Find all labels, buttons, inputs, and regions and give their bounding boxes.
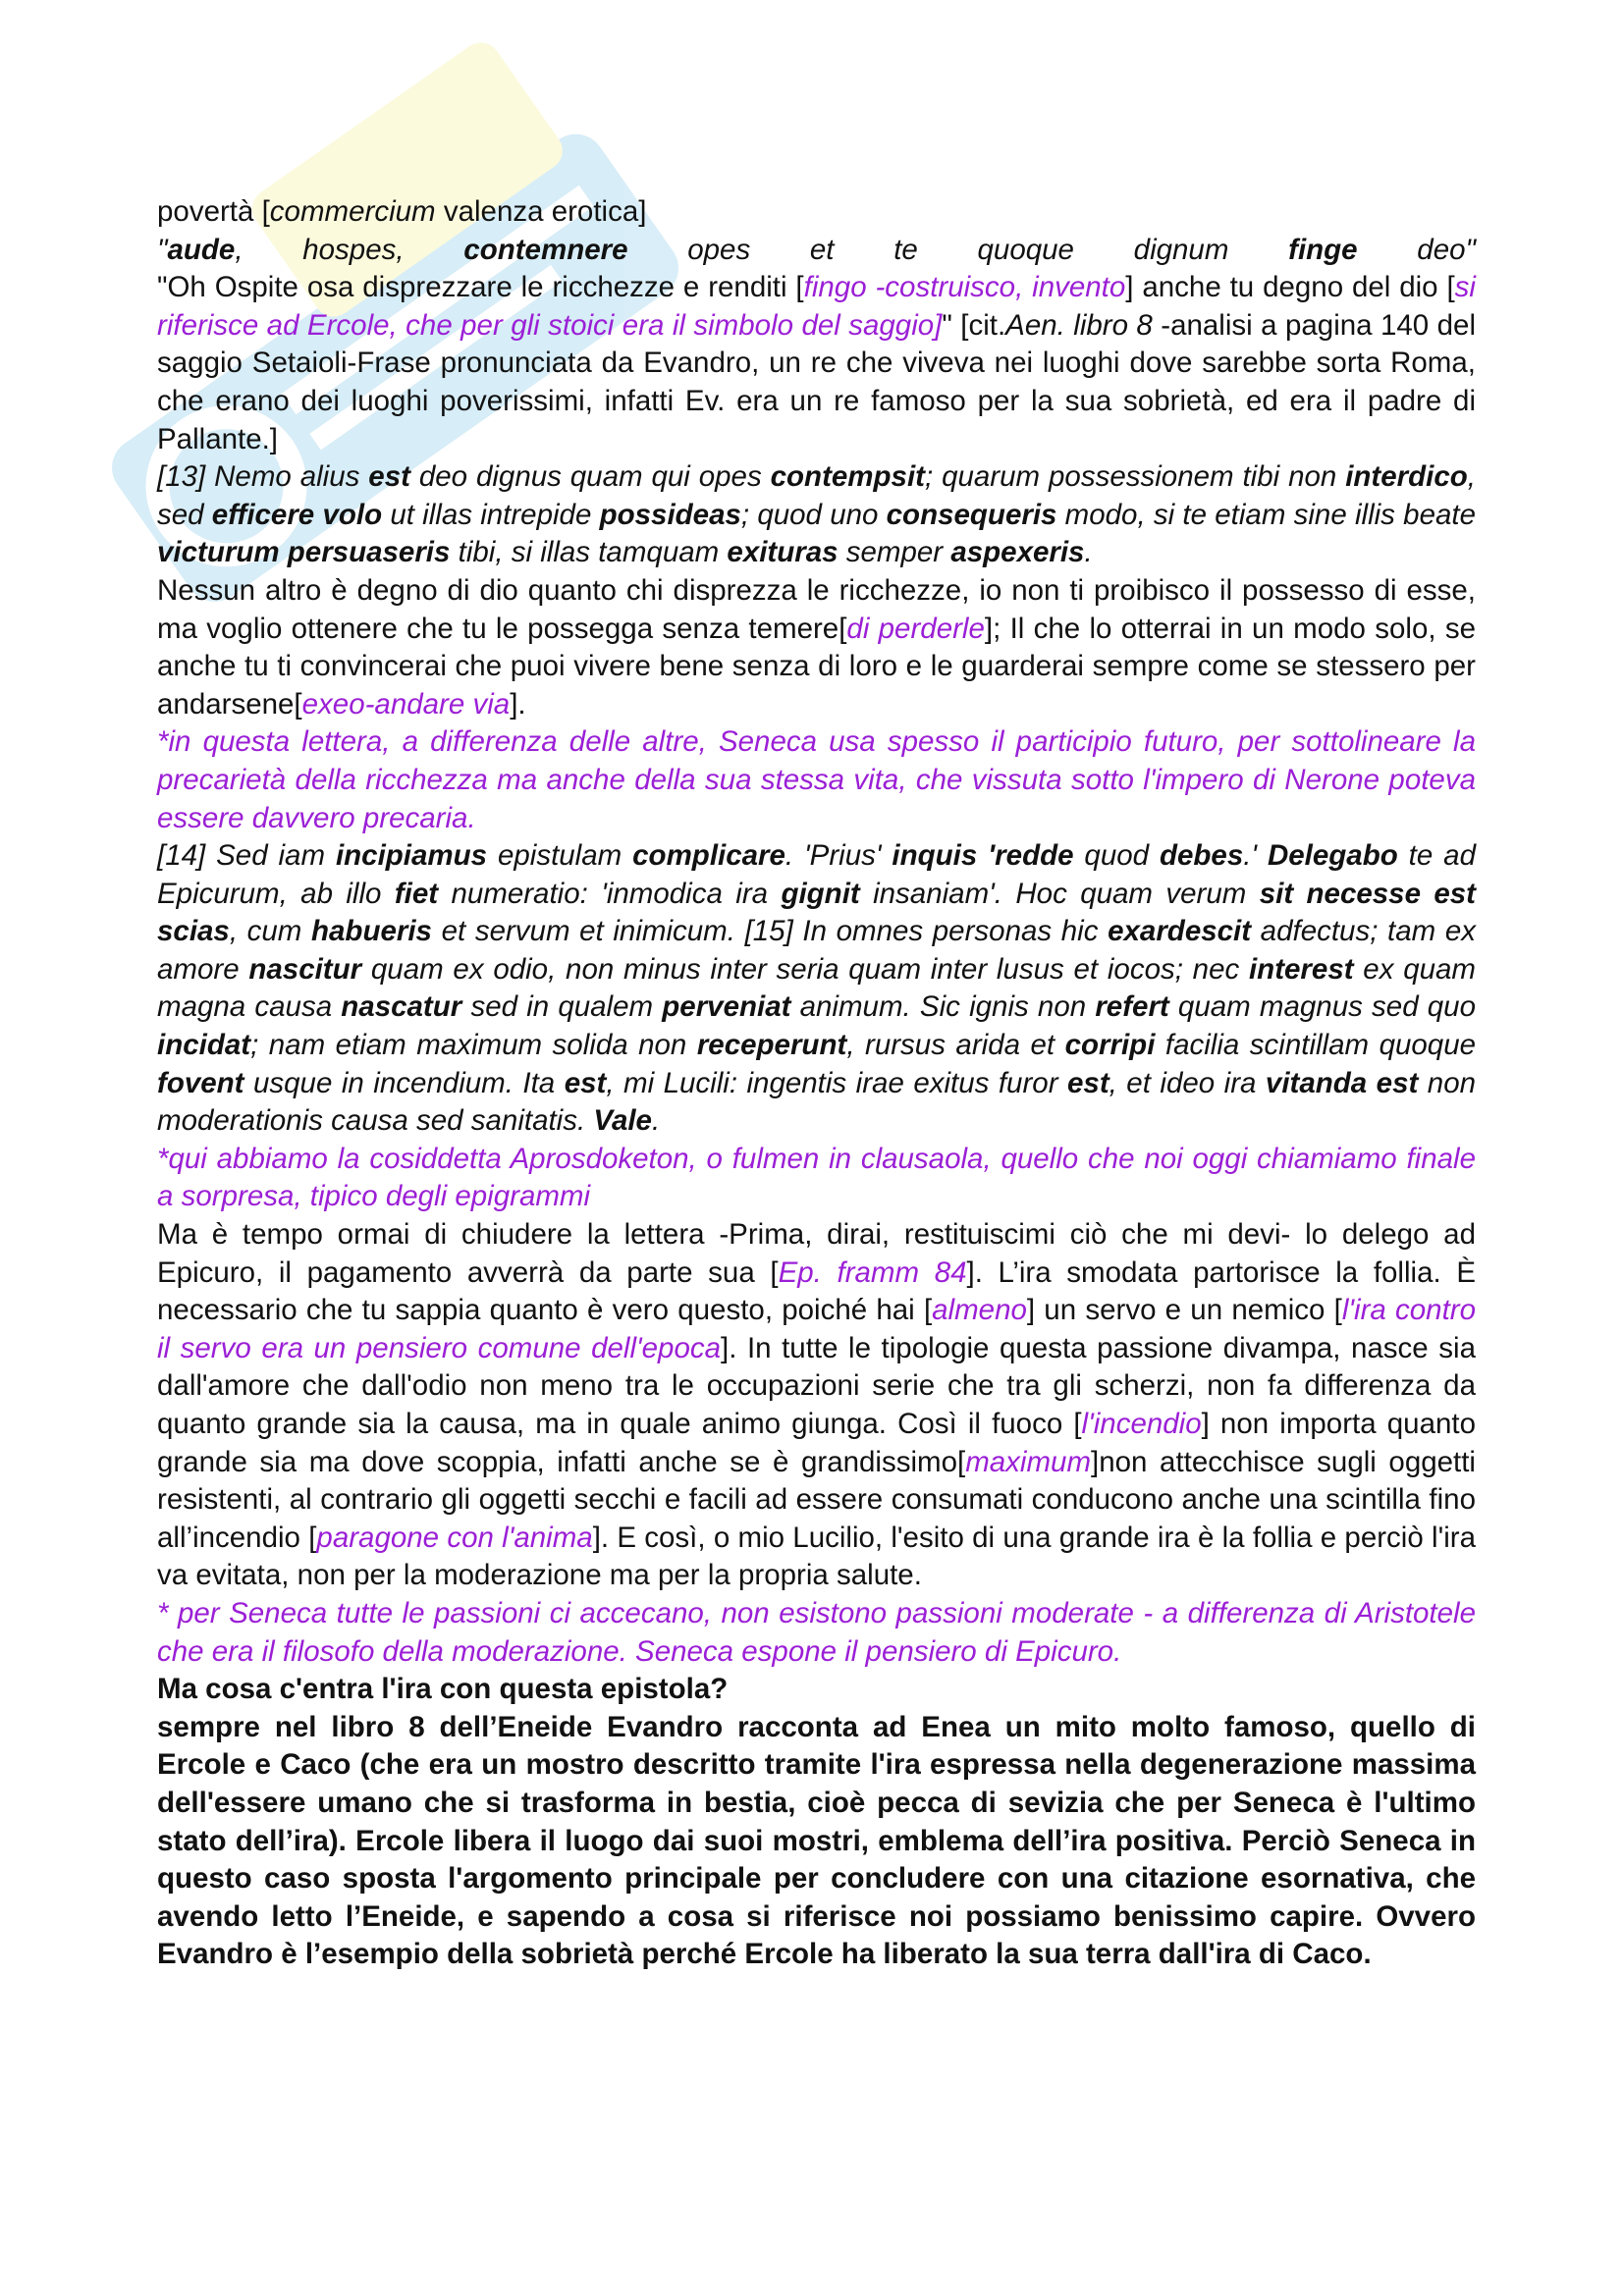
text: non moderationis causa sed sanitatis. bbox=[157, 1066, 1477, 1138]
text: sed in qualem bbox=[461, 990, 663, 1024]
text: -analisi a pagina 140 del saggio Setaioli-Frase pronunciata da Evandro, un re che viveva nei luoghi dove sarebbe sorta Roma, che erano dei luoghi poverissimi, infatti Ev. era un re famoso per la sua sobrietà, ed era il padre di Pallante.] bbox=[157, 308, 1476, 455]
latin-bold: fovent bbox=[157, 1066, 244, 1099]
text: et servum et inimicum. [15] In omnes personas hic bbox=[431, 915, 1109, 948]
latin-bold: refert bbox=[1095, 990, 1169, 1024]
text: [14] Sed iam bbox=[157, 839, 336, 873]
document-body bbox=[157, 193, 1476, 1974]
text: deo" bbox=[1357, 233, 1476, 266]
latin-section-13 bbox=[157, 458, 1476, 572]
text: ] non importa quanto grande sia ma dove scoppia, infatti anche se è grandissimo[ bbox=[157, 1408, 1476, 1478]
latin-section-14-15 bbox=[157, 837, 1476, 1141]
text: , hospes, bbox=[235, 233, 464, 266]
text: adfectus; tam ex amore bbox=[157, 915, 1476, 986]
text: Nessun altro è degno di dio quanto chi disprezza le ricchezze, io non ti proibisco il possesso di esse, ma voglio ottenere che tu le possegga senza temere[ bbox=[157, 573, 1476, 645]
text: " [cit. bbox=[942, 308, 1006, 342]
text: ]non attecchisce sugli oggetti resistenti, al contrario gli oggetti secchi e facili ad essere consumati conducono anche una scintilla fino all’incendio [ bbox=[157, 1445, 1476, 1554]
latin-bold: sit necesse est scias bbox=[157, 877, 1476, 948]
text: "Oh Ospite osa disprezzare le ricchezze e renditi [ bbox=[157, 271, 804, 304]
text: " bbox=[157, 233, 168, 266]
text: quod bbox=[1073, 839, 1160, 873]
question-heading: Ma cosa c'entra l'ira con questa epistola? bbox=[157, 1673, 729, 1706]
answer-paragraph: sempre nel libro 8 dell’Eneide Evandro racconta ad Enea un mito molto famoso, quello di Ercole e Caco (che era un mostro descritto tramite l'ira espressa nella degenerazione massima dell'essere umano che si trasforma in bestia, cioè pecca di sevizia che per Seneca è l'ultimo stato dell’ira). Ercole libera il luogo dai suoi mostri, emblema dell’ira positiva. Perciò Seneca in questo caso sposta l'argomento principale per concludere con una citazione esornativa, che avendo letto l’Eneide, e sapendo a cosa si riferisce noi possiamo benissimo capire. Ovvero Evandro è l’esempio della sobrietà perché Ercole ha liberato la sua terra dall'ira di Caco. bbox=[157, 1710, 1476, 1971]
text: , mi Lucili: ingentis irae exitus furor bbox=[606, 1066, 1067, 1099]
latin-bold: consequeris bbox=[886, 498, 1057, 531]
annotation: paragone con l'anima bbox=[316, 1521, 593, 1554]
latin-quote-aude bbox=[157, 232, 1476, 270]
text: te ad Epicurum, ab illo bbox=[157, 839, 1476, 910]
annotation: maximum bbox=[965, 1445, 1092, 1478]
text: numeratio: 'inmodica ira bbox=[438, 877, 782, 910]
latin-bold: est bbox=[564, 1066, 607, 1099]
latin-bold: victurum persuaseris bbox=[157, 536, 451, 569]
text: ; quarum possessionem tibi non bbox=[924, 460, 1346, 494]
text: .' bbox=[1243, 839, 1268, 873]
note-aprosdoketon: *qui abbiamo la cosiddetta Aprosdoketon, o fulmen in clausaola, quello che noi oggi chiamiamo finale a sorpresa, tipico degli epigrammi bbox=[157, 1142, 1476, 1213]
text: ]. L’ira smodata partorisce la follia. È necessario che tu sappia quanto è vero questo, poiché hai [ bbox=[157, 1255, 1477, 1327]
annotation: l'ira contro il servo era un pensiero comune dell'epoca bbox=[157, 1294, 1476, 1364]
latin-bold: incipiamus bbox=[335, 839, 488, 873]
text: ]. bbox=[510, 687, 526, 721]
annotation: si riferisce ad Ercole, che per gli stoici era il simbolo del saggio] bbox=[157, 271, 1476, 342]
text: quam magnus sed quo bbox=[1168, 990, 1476, 1024]
paragraph-translation-13 bbox=[157, 572, 1476, 723]
text: modo, si te etiam sine illis beate bbox=[1056, 498, 1476, 531]
latin-bold: nascitur bbox=[248, 952, 362, 986]
latin-bold: inquis 'redde bbox=[892, 839, 1074, 873]
latin-bold: est bbox=[1067, 1066, 1109, 1099]
annotation: di perderle bbox=[846, 612, 985, 645]
text: . 'Prius' bbox=[784, 839, 893, 873]
paragraph-poverta bbox=[157, 193, 1476, 232]
text: ]. E così, o mio Lucilio, l'esito di una grande ira è la follia e perciò l'ira va evitata, non per la moderazione ma per la propria salute. bbox=[157, 1521, 1476, 1592]
latin-bold: contempsit bbox=[770, 460, 925, 494]
text: valenza erotica] bbox=[435, 195, 647, 228]
latin-bold: est bbox=[368, 460, 410, 494]
latin-bold: gignit bbox=[781, 877, 860, 910]
text: semper bbox=[838, 536, 951, 569]
citation: Aen. libro 8 bbox=[1005, 308, 1153, 342]
text: animum. Sic ignis non bbox=[790, 990, 1096, 1024]
annotation: l'incendio bbox=[1081, 1408, 1202, 1440]
text: ex quam magna causa bbox=[157, 952, 1476, 1024]
latin-bold: complicare bbox=[632, 839, 785, 873]
text: ]. In tutte le tipologie questa passione divampa, nasce sia dall'amore che dall'odio non meno tra le occupazioni serie che tra gli scherzi, non fa differenza da quanto grande sia la causa, ma in quale animo giunga. Così il fuoco [ bbox=[157, 1331, 1476, 1440]
text: insaniam'. Hoc quam verum bbox=[859, 877, 1260, 910]
text: , cum bbox=[229, 915, 311, 948]
annotation: fingo -costruisco, invento bbox=[803, 271, 1126, 304]
latin-bold: habueris bbox=[311, 915, 432, 948]
latin-bold: efficere volo bbox=[211, 498, 383, 531]
text: , rursus arida et bbox=[846, 1029, 1065, 1062]
text: usque in incendium. Ita bbox=[243, 1066, 565, 1099]
latin-bold: vitanda est bbox=[1265, 1066, 1419, 1099]
note-passioni: * per Seneca tutte le passioni ci accecano, non esistono passioni moderate - a differenza di Aristotele che era il filosofo della moderazione. Seneca espone il pensiero di Epicuro. bbox=[157, 1596, 1476, 1668]
paragraph-translation-aude bbox=[157, 269, 1476, 458]
text: , sed bbox=[157, 460, 1476, 531]
text: ; quod uno bbox=[740, 498, 887, 531]
text: facilia scintillam quoque bbox=[1155, 1029, 1477, 1062]
text: [13] Nemo alius bbox=[157, 460, 369, 494]
annotation: almeno bbox=[932, 1294, 1027, 1327]
latin-term: commercium bbox=[269, 195, 436, 228]
latin-bold: interest bbox=[1248, 952, 1354, 986]
latin-bold: debes bbox=[1159, 839, 1244, 873]
latin-bold: perveniat bbox=[662, 990, 791, 1024]
latin-bold: interdico bbox=[1345, 460, 1468, 494]
latin-bold: possideas bbox=[599, 498, 741, 531]
latin-bold: aude bbox=[167, 233, 236, 266]
latin-bold: contemnere bbox=[463, 233, 628, 266]
text: quam ex odio, non minus inter seria quam inter lusus et iocos; nec bbox=[361, 952, 1249, 986]
paragraph-translation-14-15 bbox=[157, 1216, 1476, 1595]
text: epistulam bbox=[487, 839, 633, 873]
latin-bold: aspexeris bbox=[950, 536, 1085, 569]
annotation: exeo-andare via bbox=[301, 687, 511, 721]
latin-bold: nascatur bbox=[341, 990, 462, 1024]
latin-bold: Delegabo bbox=[1267, 839, 1398, 873]
latin-bold: incidat bbox=[157, 1029, 251, 1062]
text: deo dignus quam qui opes bbox=[409, 460, 771, 494]
latin-bold: exituras bbox=[727, 536, 839, 569]
latin-bold: receperunt bbox=[696, 1029, 847, 1062]
text: ; nam etiam maximum solida non bbox=[250, 1029, 697, 1062]
text: , et ideo ira bbox=[1109, 1066, 1266, 1099]
text: ] un servo e un nemico [ bbox=[1026, 1294, 1342, 1327]
text: Ma è tempo ormai di chiudere la lettera -Prima, dirai, restituiscimi ciò che mi devi- lo delego ad Epicuro, il pagamento avverrà da parte sua [ bbox=[157, 1218, 1476, 1289]
latin-bold: Vale bbox=[593, 1104, 652, 1138]
latin-bold: corripi bbox=[1064, 1029, 1156, 1062]
text: . bbox=[651, 1104, 661, 1138]
latin-bold: finge bbox=[1288, 233, 1358, 266]
text: opes et te quoque dignum bbox=[627, 233, 1289, 266]
text: povertà [ bbox=[157, 195, 270, 228]
latin-bold: exardescit bbox=[1108, 915, 1252, 948]
text: ut illas intrepide bbox=[382, 498, 600, 531]
note-participio-futuro: *in questa lettera, a differenza delle altre, Seneca usa spesso il participio futuro, per sottolineare la precarietà della ricchezza ma anche della sua stessa vita, che vissuta sotto l'impero di Nerone poteva essere davvero precaria. bbox=[157, 725, 1476, 834]
text: tibi, si illas tamquam bbox=[450, 536, 728, 569]
text: ] anche tu degno del dio [ bbox=[1125, 271, 1455, 304]
text: ]; Il che lo otterrai in un modo solo, se anche tu ti convincerai che puoi vivere bene senza di loro e le guarderai sempre come se stessero per andarsene[ bbox=[157, 612, 1476, 721]
text: . bbox=[1084, 536, 1093, 569]
annotation: Ep. framm 84 bbox=[778, 1255, 967, 1289]
latin-bold: fiet bbox=[394, 877, 439, 910]
